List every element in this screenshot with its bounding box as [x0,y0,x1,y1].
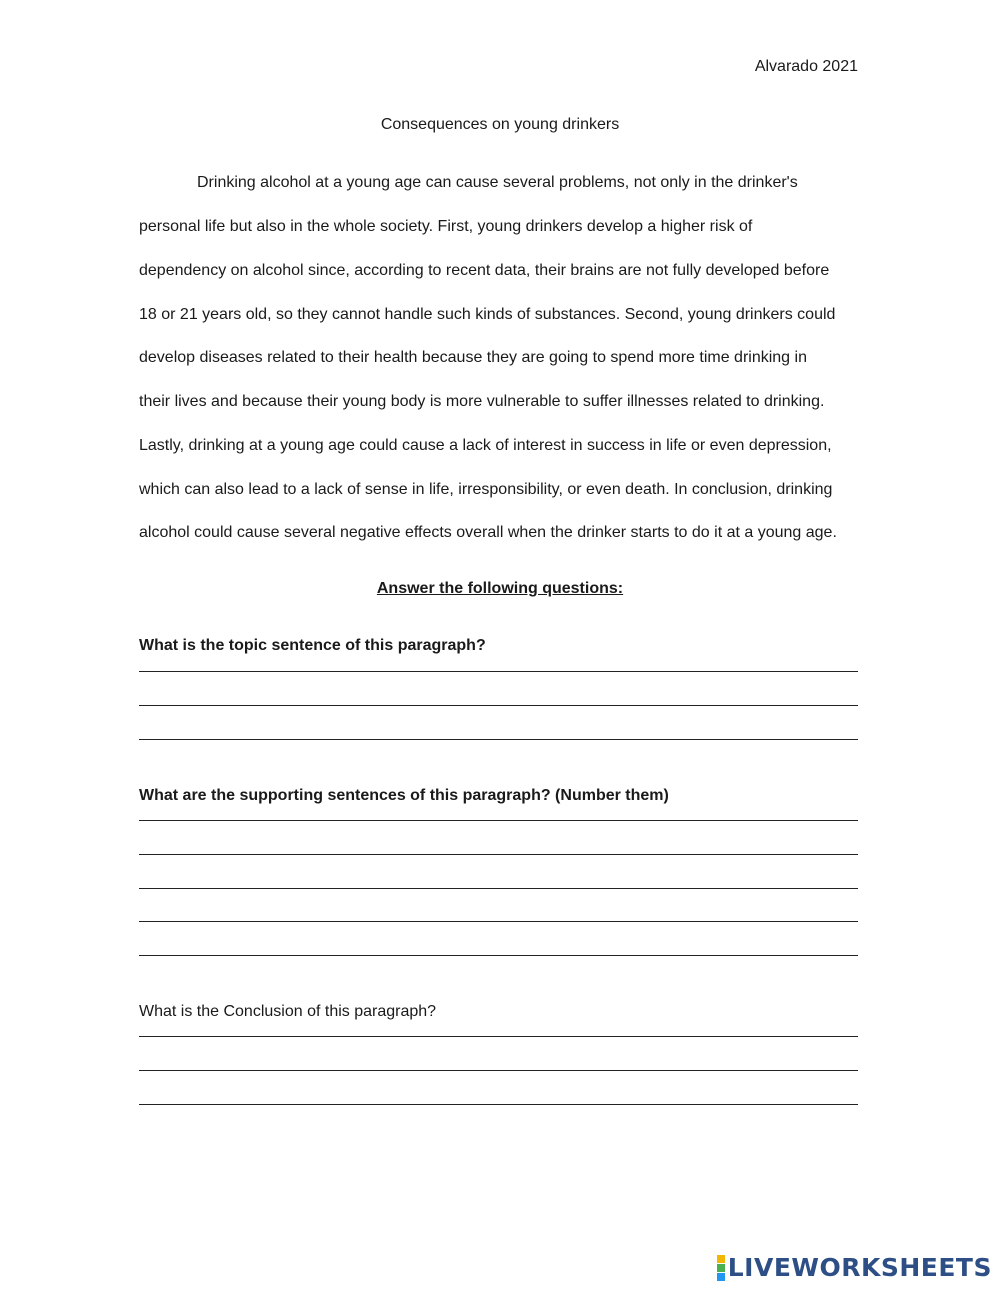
paragraph-line: their lives and because their young body is more vulnerable to suffer illnesses related to drinking. [139,393,825,410]
logo-block [717,1264,725,1272]
document-title: Consequences on young drinkers [380,116,620,133]
logo-text: LIVEWORKSHEETS [727,1253,992,1282]
paragraph-line: alcohol could cause several negative effects overall when the drinker starts to do it at a young age. [139,524,837,541]
logo-mark-icon [717,1255,725,1281]
question-conclusion: What is the Conclusion of this paragraph? [139,1003,437,1020]
paragraph-line: personal life but also in the whole society. First, young drinkers develop a higher risk of [139,218,753,235]
answer-line[interactable] [139,1036,858,1037]
answer-line[interactable] [139,739,858,740]
answer-line[interactable] [139,888,858,889]
answer-line[interactable] [139,705,858,706]
answer-line[interactable] [139,1070,858,1071]
questions-heading: Answer the following questions: [376,580,624,597]
author-year: Alvarado 2021 [754,58,858,75]
question-supporting-sentences: What are the supporting sentences of this paragraph? (Number them) [139,787,669,804]
paragraph-line: dependency on alcohol since, according to recent data, their brains are not fully developed before [139,262,830,279]
paragraph-line: Lastly, drinking at a young age could cause a lack of interest in success in life or even depression, [139,437,832,454]
paragraph-line: 18 or 21 years old, so they cannot handle such kinds of substances. Second, young drinkers could [139,306,836,323]
paragraph-line: Drinking alcohol at a young age can cause several problems, not only in the drinker's [197,174,798,191]
answer-line[interactable] [139,955,858,956]
answer-line[interactable] [139,854,858,855]
answer-line[interactable] [139,820,858,821]
liveworksheets-logo [717,1253,992,1282]
answer-line[interactable] [139,921,858,922]
paragraph-line: which can also lead to a lack of sense in life, irresponsibility, or even death. In conclusion, drinking [139,481,833,498]
logo-block [717,1273,725,1281]
question-topic-sentence: What is the topic sentence of this paragraph? [139,637,486,654]
logo-block [717,1255,725,1263]
answer-line[interactable] [139,1104,858,1105]
paragraph-line: develop diseases related to their health because they are going to spend more time drinking in [139,349,807,366]
answer-line[interactable] [139,671,858,672]
